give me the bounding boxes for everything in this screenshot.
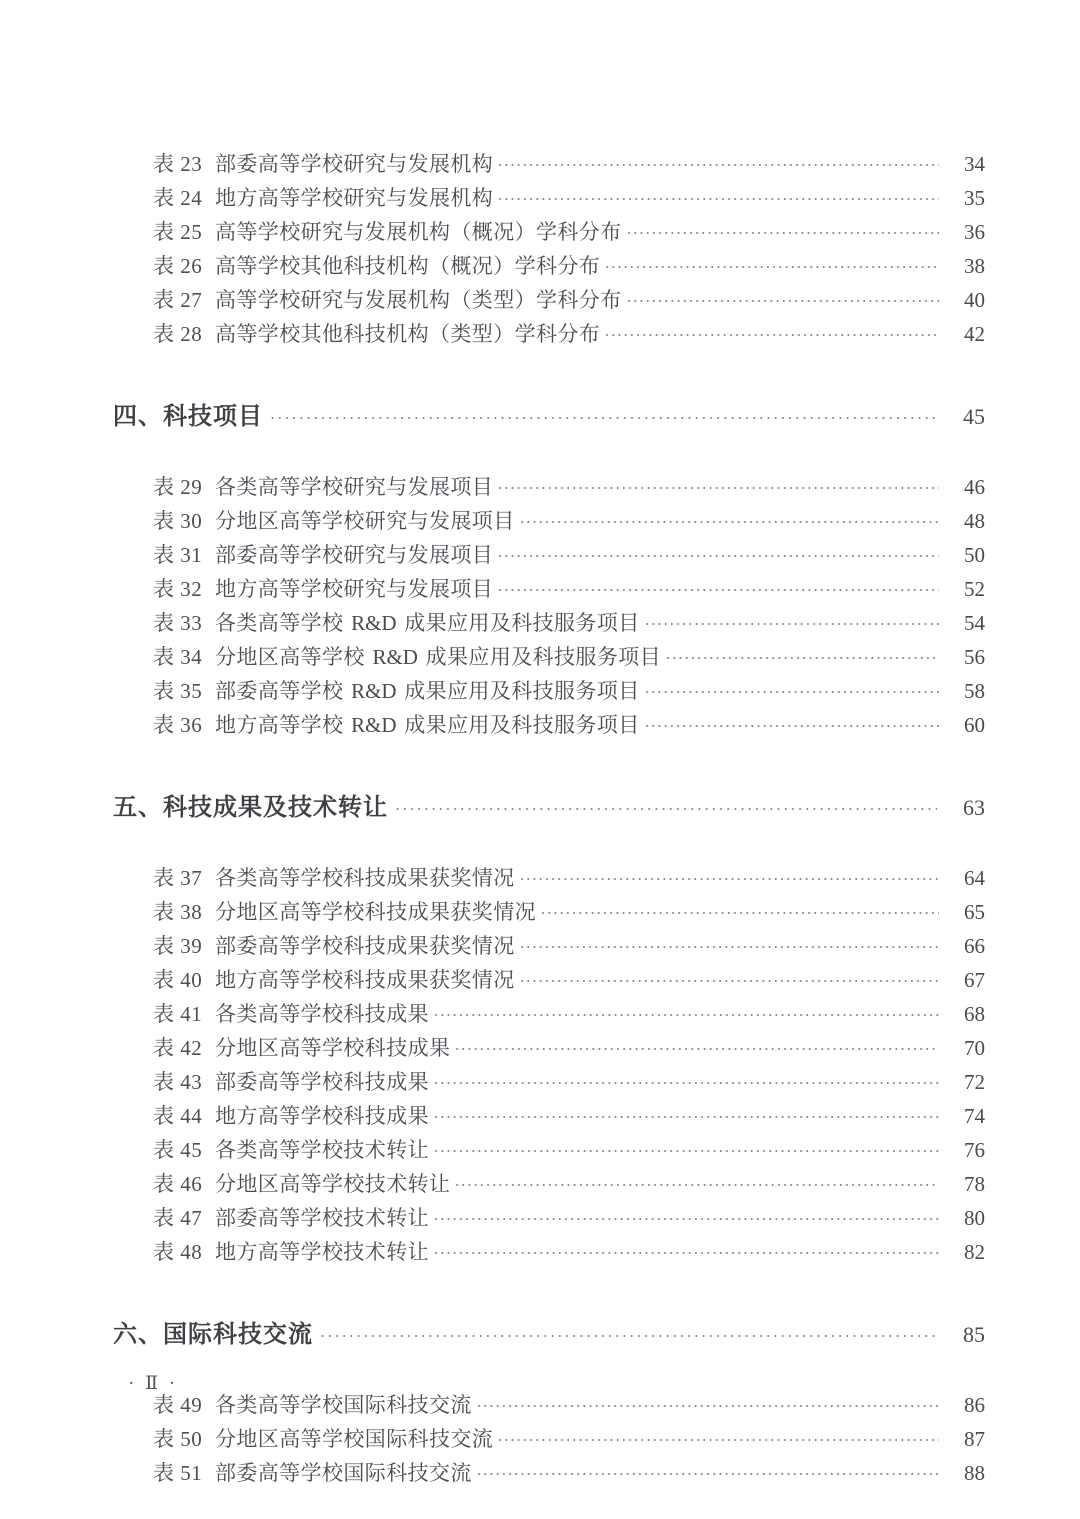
- toc-entry-title: 分地区高等学校技术转让: [215, 1172, 451, 1196]
- toc-entry-page-number: 56: [964, 645, 985, 669]
- toc-entry-row[interactable]: [113, 573, 985, 607]
- dot-leader: [626, 223, 939, 239]
- toc-entry-label: 表 26: [153, 254, 203, 278]
- toc-entry-label: 表 49: [153, 1393, 203, 1417]
- toc-entry-label: 表 40: [153, 968, 203, 992]
- toc-entry-page-number: 48: [964, 509, 985, 533]
- toc-entry-row[interactable]: [113, 539, 985, 573]
- toc-entry-title: 地方高等学校研究与发展机构: [215, 186, 494, 210]
- toc-entry-row[interactable]: [113, 1236, 985, 1270]
- toc-entry-row[interactable]: [113, 182, 985, 216]
- toc-entry-label: 表 50: [153, 1427, 203, 1451]
- toc-entry-row[interactable]: [113, 250, 985, 284]
- toc-entry-row[interactable]: [113, 148, 985, 182]
- toc-entry-row[interactable]: [113, 998, 985, 1032]
- toc-entry-page-number: 65: [964, 900, 985, 924]
- toc-entry-label: 表 29: [153, 475, 203, 499]
- toc-entry-page-number: 64: [964, 866, 985, 890]
- dot-leader: [319, 1326, 937, 1342]
- toc-entry-page-number: 88: [964, 1461, 985, 1485]
- toc-entry-label: 表 44: [153, 1104, 203, 1128]
- toc-entry-page-number: 74: [964, 1104, 985, 1128]
- toc-entry-label: 表 45: [153, 1138, 203, 1162]
- toc-entry-label: 表 28: [153, 322, 203, 346]
- toc-entry-page-number: 78: [964, 1172, 985, 1196]
- dot-leader: [644, 716, 939, 732]
- toc-entry-page-number: 34: [964, 152, 985, 176]
- toc-entry-row[interactable]: [113, 675, 985, 709]
- toc-section-page-number: 85: [963, 1322, 985, 1347]
- toc-section-title: 五、科技成果及技术转让: [113, 794, 388, 821]
- toc-entry-title: 部委高等学校科技成果获奖情况: [215, 934, 515, 958]
- toc-entry-title: 地方高等学校科技成果获奖情况: [215, 968, 515, 992]
- toc-entry-title: 地方高等学校 R&D 成果应用及科技服务项目: [215, 713, 640, 737]
- dot-leader: [519, 869, 939, 885]
- dot-leader: [433, 1243, 939, 1259]
- toc-entry-row[interactable]: [113, 1423, 985, 1457]
- dot-leader: [433, 1107, 939, 1123]
- toc-entry-title: 各类高等学校国际科技交流: [215, 1393, 472, 1417]
- toc-entry-label: 表 46: [153, 1172, 203, 1196]
- toc-entry-row[interactable]: [113, 1202, 985, 1236]
- toc-section-page-number: 45: [963, 404, 985, 429]
- toc-entry-row[interactable]: [113, 930, 985, 964]
- toc-entry-row[interactable]: [113, 505, 985, 539]
- toc-entry-label: 表 31: [153, 543, 203, 567]
- toc-entry-label: 表 32: [153, 577, 203, 601]
- toc-entry-label: 表 24: [153, 186, 203, 210]
- toc-entry-title: 高等学校其他科技机构（类型）学科分布: [215, 322, 601, 346]
- toc-entry-page-number: 42: [964, 322, 985, 346]
- toc-entry-label: 表 41: [153, 1002, 203, 1026]
- toc-section-title: 六、国际科技交流: [113, 1321, 313, 1348]
- toc-entry-title: 部委高等学校研究与发展项目: [215, 543, 494, 567]
- toc-section-row[interactable]: [113, 1314, 985, 1349]
- toc-entry-title: 部委高等学校技术转让: [215, 1206, 429, 1230]
- toc-entry-label: 表 23: [153, 152, 203, 176]
- dot-leader: [476, 1464, 939, 1480]
- toc-entry-page-number: 66: [964, 934, 985, 958]
- dot-leader: [497, 478, 939, 494]
- toc-entry-page-number: 87: [964, 1427, 985, 1451]
- toc-entry-label: 表 33: [153, 611, 203, 635]
- dot-leader: [497, 580, 939, 596]
- toc-entry-row[interactable]: [113, 471, 985, 505]
- dot-leader: [644, 614, 939, 630]
- toc-entry-title: 各类高等学校研究与发展项目: [215, 475, 494, 499]
- toc-entry-page-number: 58: [964, 679, 985, 703]
- dot-leader: [604, 257, 939, 273]
- toc-entry-row[interactable]: [113, 284, 985, 318]
- toc-entry-title: 分地区高等学校科技成果: [215, 1036, 451, 1060]
- toc-entry-page-number: 68: [964, 1002, 985, 1026]
- toc-entry-page-number: 82: [964, 1240, 985, 1264]
- toc-entry-page-number: 80: [964, 1206, 985, 1230]
- toc-entry-page-number: 35: [964, 186, 985, 210]
- dot-leader: [665, 648, 939, 664]
- toc-entry-page-number: 50: [964, 543, 985, 567]
- dot-leader: [394, 799, 937, 815]
- toc-entry-page-number: 70: [964, 1036, 985, 1060]
- dot-leader: [540, 903, 939, 919]
- toc-entry-title: 高等学校研究与发展机构（概况）学科分布: [215, 220, 622, 244]
- dot-leader: [269, 408, 937, 424]
- toc-entry-page-number: 40: [964, 288, 985, 312]
- dot-leader: [519, 971, 939, 987]
- toc-entry-row[interactable]: [113, 862, 985, 896]
- toc-entry-title: 部委高等学校研究与发展机构: [215, 152, 494, 176]
- toc-entry-page-number: 38: [964, 254, 985, 278]
- toc-entry-page-number: 86: [964, 1393, 985, 1417]
- toc-entry-row[interactable]: [113, 318, 985, 352]
- dot-leader: [604, 325, 939, 341]
- toc-entry-title: 部委高等学校 R&D 成果应用及科技服务项目: [215, 679, 640, 703]
- toc-entry-row[interactable]: [113, 1134, 985, 1168]
- dot-leader: [519, 512, 939, 528]
- dot-leader: [476, 1396, 939, 1412]
- toc-entry-title: 地方高等学校技术转让: [215, 1240, 429, 1264]
- toc-entry-title: 各类高等学校技术转让: [215, 1138, 429, 1162]
- toc-entry-page-number: 60: [964, 713, 985, 737]
- toc-section-row[interactable]: [113, 396, 985, 431]
- toc-entry-row[interactable]: [113, 709, 985, 743]
- toc-entry-title: 地方高等学校研究与发展项目: [215, 577, 494, 601]
- toc-entry-label: 表 38: [153, 900, 203, 924]
- toc-entry-page-number: 76: [964, 1138, 985, 1162]
- toc-entry-row[interactable]: [113, 607, 985, 641]
- dot-leader: [497, 155, 939, 171]
- toc-entry-title: 高等学校其他科技机构（概况）学科分布: [215, 254, 601, 278]
- toc-entry-label: 表 42: [153, 1036, 203, 1060]
- dot-leader: [519, 937, 939, 953]
- toc-entry-label: 表 47: [153, 1206, 203, 1230]
- dot-leader: [433, 1073, 939, 1089]
- toc-entry-row[interactable]: [113, 964, 985, 998]
- dot-leader: [433, 1209, 939, 1225]
- toc-entry-label: 表 27: [153, 288, 203, 312]
- table-of-contents: [113, 148, 985, 1491]
- dot-leader: [644, 682, 939, 698]
- toc-entry-page-number: 36: [964, 220, 985, 244]
- toc-entry-title: 各类高等学校 R&D 成果应用及科技服务项目: [215, 611, 640, 635]
- toc-entry-label: 表 37: [153, 866, 203, 890]
- toc-entry-row[interactable]: [113, 1066, 985, 1100]
- toc-entry-row[interactable]: [113, 216, 985, 250]
- dot-leader: [497, 546, 939, 562]
- toc-entry-label: 表 30: [153, 509, 203, 533]
- dot-leader: [497, 189, 939, 205]
- toc-section-title: 四、科技项目: [113, 403, 263, 430]
- toc-entry-title: 部委高等学校科技成果: [215, 1070, 429, 1094]
- toc-entry-title: 分地区高等学校科技成果获奖情况: [215, 900, 536, 924]
- toc-entry-label: 表 39: [153, 934, 203, 958]
- toc-entry-row[interactable]: [113, 896, 985, 930]
- toc-entry-title: 高等学校研究与发展机构（类型）学科分布: [215, 288, 622, 312]
- toc-entry-title: 地方高等学校科技成果: [215, 1104, 429, 1128]
- toc-entry-page-number: 67: [964, 968, 985, 992]
- toc-entry-label: 表 43: [153, 1070, 203, 1094]
- toc-entry-title: 各类高等学校科技成果: [215, 1002, 429, 1026]
- toc-entry-page-number: 46: [964, 475, 985, 499]
- toc-entry-row[interactable]: [113, 1032, 985, 1066]
- dot-leader: [454, 1039, 939, 1055]
- toc-entry-page-number: 54: [964, 611, 985, 635]
- toc-entry-page-number: 72: [964, 1070, 985, 1094]
- toc-entry-label: 表 48: [153, 1240, 203, 1264]
- page-folio: · Ⅱ ·: [128, 1373, 179, 1394]
- toc-entry-title: 分地区高等学校研究与发展项目: [215, 509, 515, 533]
- toc-entry-row[interactable]: [113, 1457, 985, 1491]
- toc-section-page-number: 63: [963, 795, 985, 820]
- toc-section-row[interactable]: [113, 787, 985, 822]
- toc-entry-title: 部委高等学校国际科技交流: [215, 1461, 472, 1485]
- dot-leader: [433, 1141, 939, 1157]
- dot-leader: [433, 1005, 939, 1021]
- toc-entry-label: 表 51: [153, 1461, 203, 1485]
- toc-entry-row[interactable]: [113, 641, 985, 675]
- dot-leader: [454, 1175, 939, 1191]
- dot-leader: [626, 291, 939, 307]
- dot-leader: [497, 1430, 939, 1446]
- toc-entry-title: 各类高等学校科技成果获奖情况: [215, 866, 515, 890]
- toc-entry-row[interactable]: [113, 1389, 985, 1423]
- toc-entry-title: 分地区高等学校国际科技交流: [215, 1427, 494, 1451]
- toc-entry-title: 分地区高等学校 R&D 成果应用及科技服务项目: [215, 645, 662, 669]
- toc-entry-label: 表 36: [153, 713, 203, 737]
- toc-entry-row[interactable]: [113, 1100, 985, 1134]
- toc-entry-label: 表 35: [153, 679, 203, 703]
- toc-entry-page-number: 52: [964, 577, 985, 601]
- toc-entry-row[interactable]: [113, 1168, 985, 1202]
- toc-entry-label: 表 25: [153, 220, 203, 244]
- toc-entry-label: 表 34: [153, 645, 203, 669]
